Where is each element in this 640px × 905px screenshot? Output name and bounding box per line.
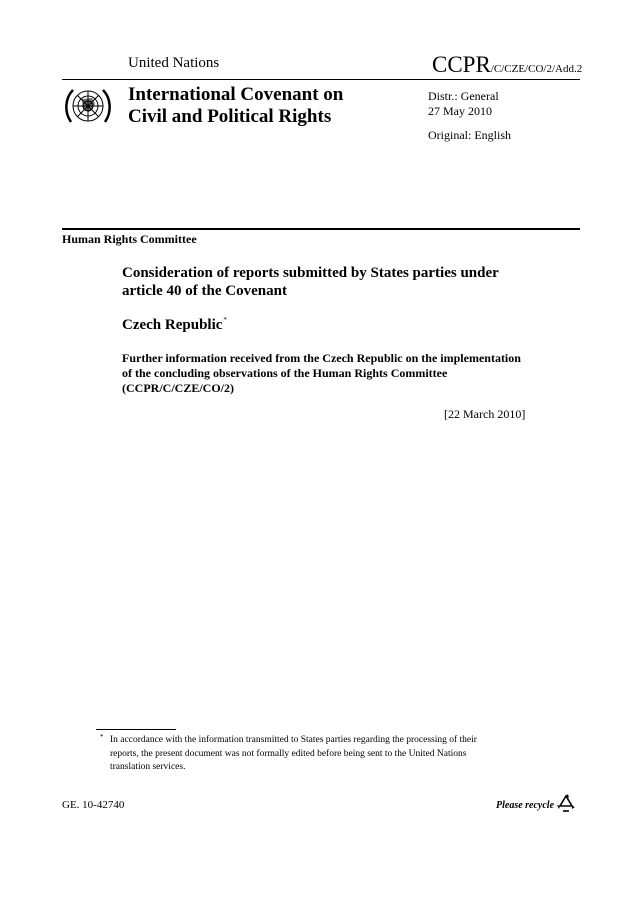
submission-date: [22 March 2010] — [444, 407, 526, 421]
footnote-mark: * — [100, 733, 104, 741]
committee-name: Human Rights Committee — [62, 232, 197, 246]
covenant-title-line1: International Covenant on — [128, 84, 344, 105]
document-symbol-suffix: /C/CZE/CO/2/Add.2 — [490, 63, 583, 75]
section-rule — [62, 228, 580, 230]
document-symbol-main: CCPR — [432, 52, 491, 77]
document-date: 27 May 2010 — [428, 104, 492, 118]
covenant-title — [128, 84, 343, 128]
un-emblem-icon — [62, 84, 114, 128]
further-information-heading: Further information received from the Czech Republic on the implementation of the concluding observations of the Human Rights Committee (CCPR/C/CZE/CO/2) — [122, 351, 521, 395]
footnote — [100, 733, 505, 775]
organization-name: United Nations — [128, 55, 220, 71]
distribution-label: Distr.: General — [428, 89, 499, 103]
original-language: Original: English — [428, 128, 511, 142]
job-number: GE. 10-42740 — [62, 799, 125, 811]
country-name: Czech Republic — [122, 317, 223, 333]
footnote-text: In accordance with the information transmitted to States parties regarding the processing of their reports, the present document was not formally edited before being sent to the United Nations translation services. — [110, 735, 477, 772]
distribution-block — [428, 89, 499, 119]
footnote-rule — [96, 729, 176, 730]
country-heading — [122, 316, 227, 334]
recycle-text: Please recycle — [496, 800, 555, 811]
country-footnote-mark: * — [223, 316, 227, 324]
covenant-title-line2: Civil and Political Rights — [128, 106, 332, 127]
document-symbol — [432, 52, 582, 78]
recycle-icon — [555, 793, 577, 815]
header-rule — [62, 79, 580, 80]
consideration-heading: Consideration of reports submitted by States parties under article 40 of the Covenant — [122, 265, 499, 299]
